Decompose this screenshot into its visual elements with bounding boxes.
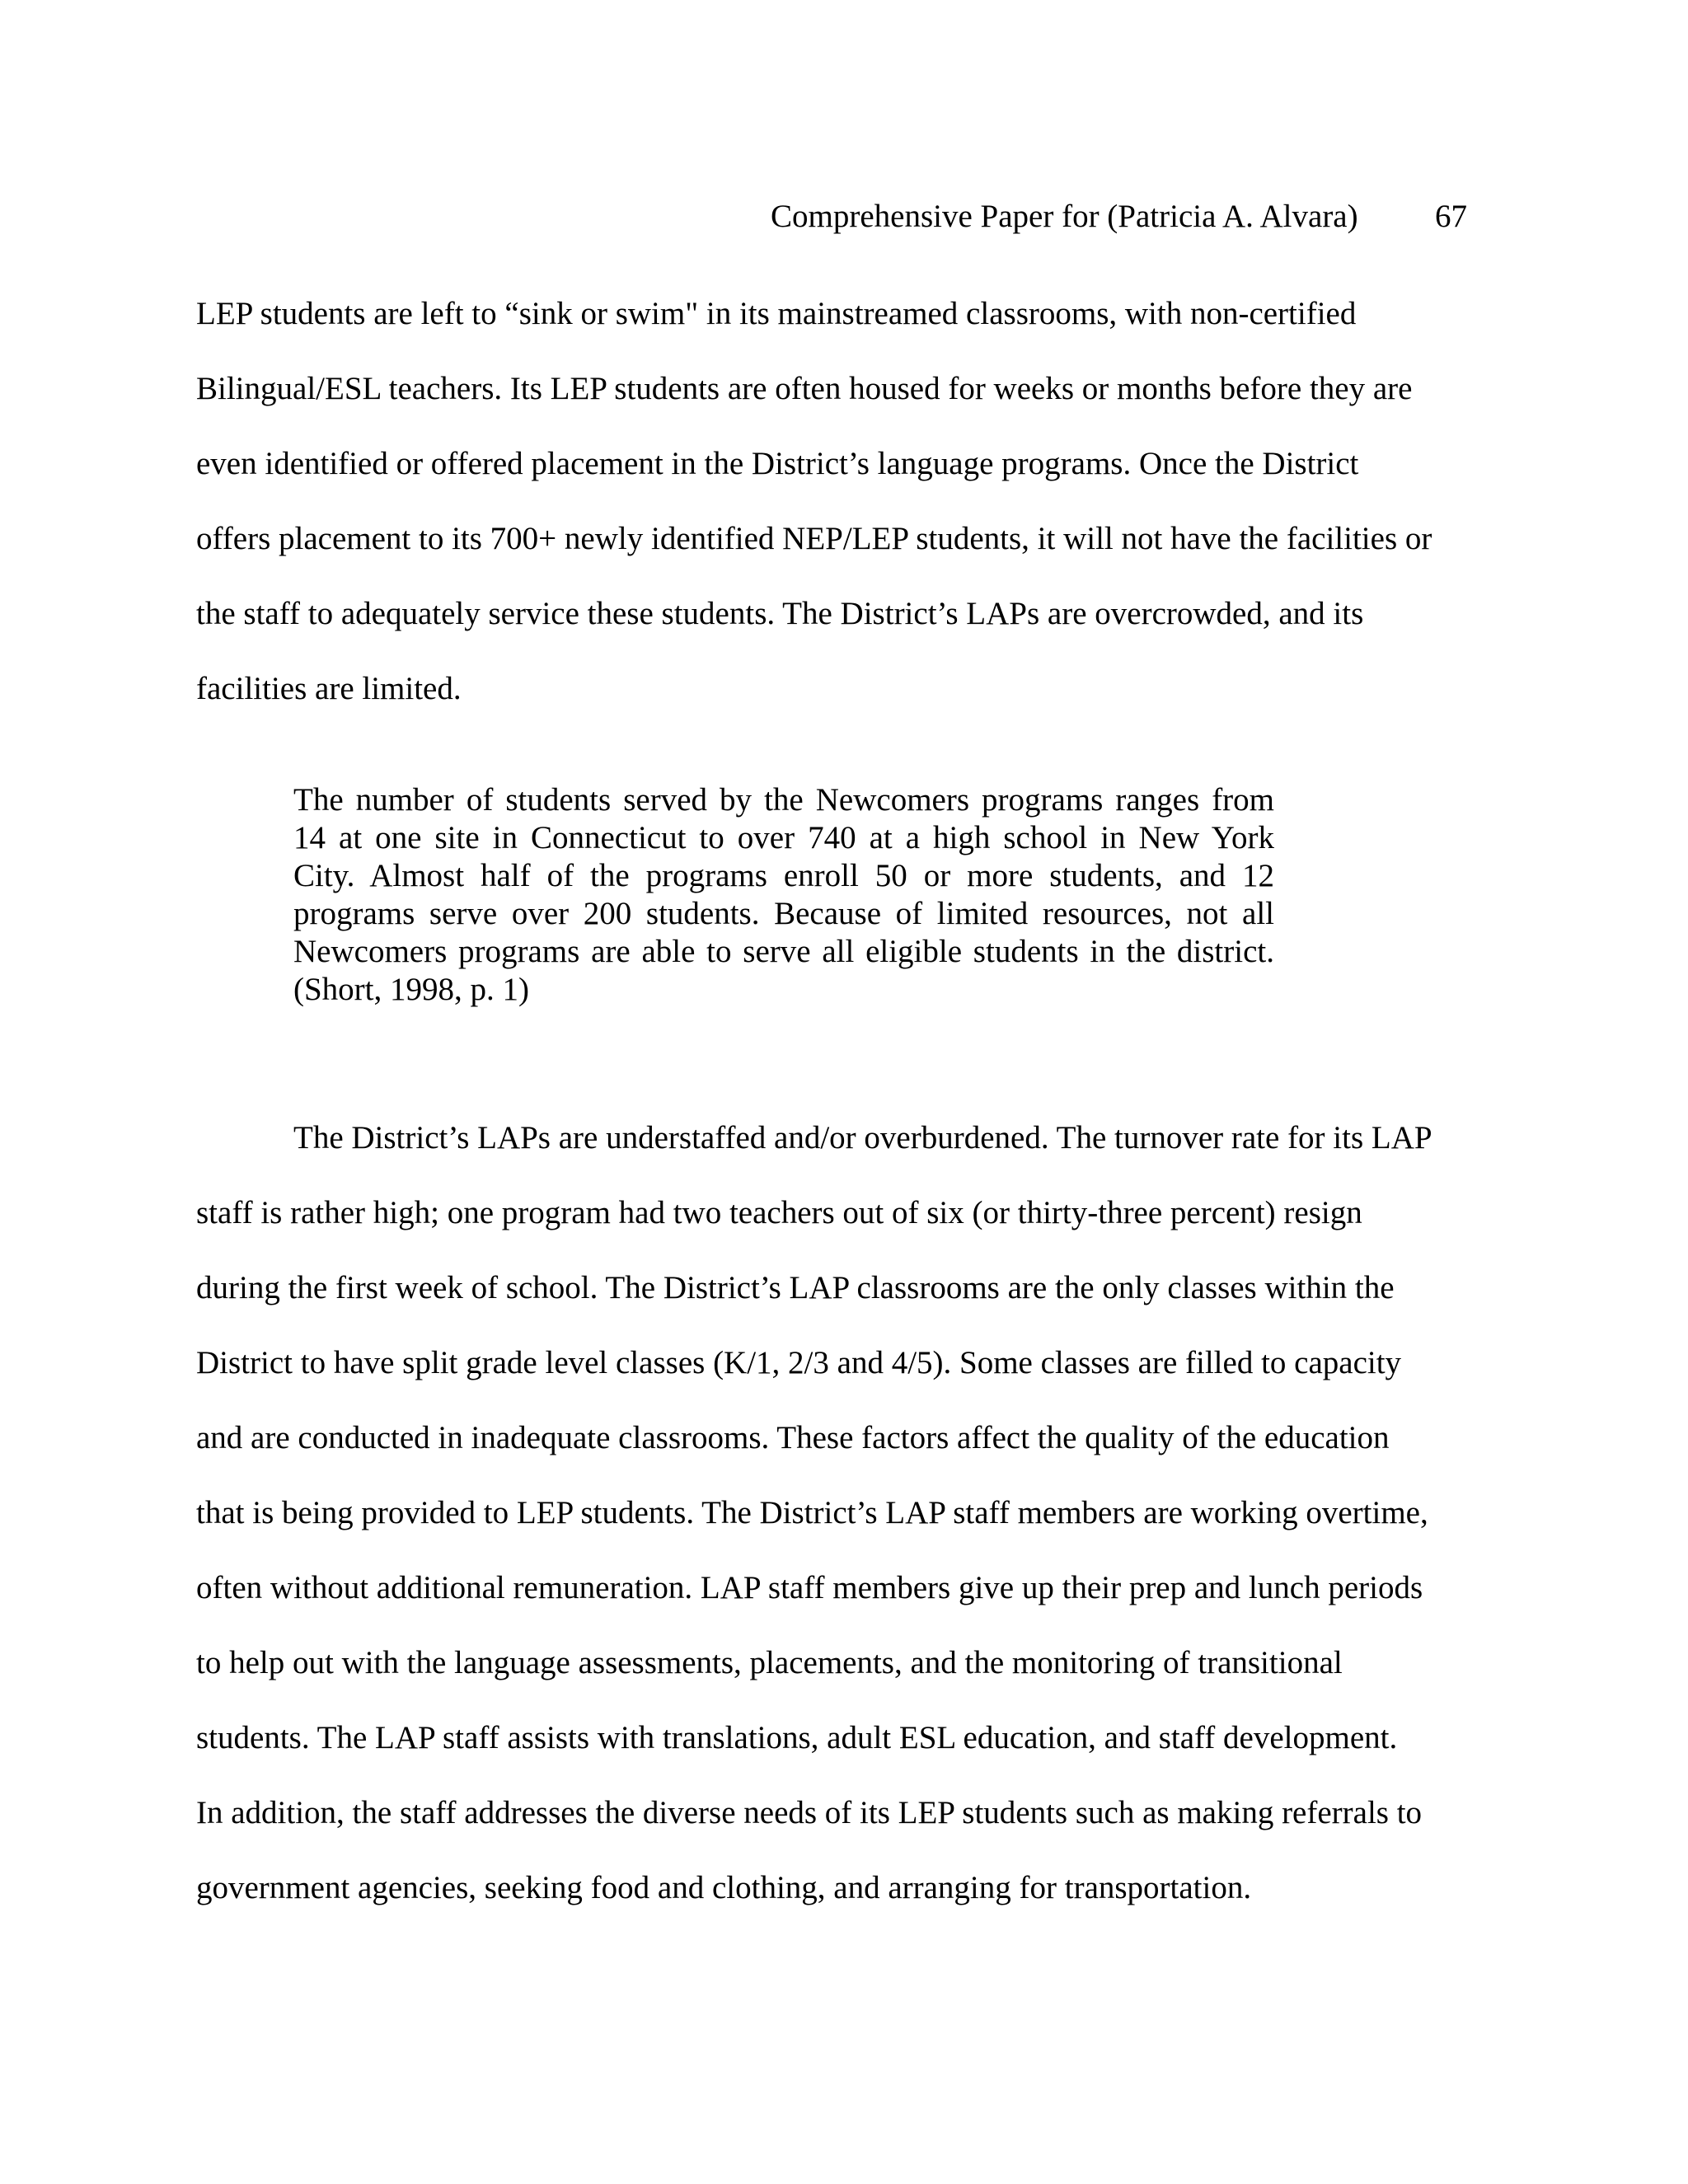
block-quote-line: 14 at one site in Connecticut to over 740 at a high school in New York (293, 820, 1274, 855)
paragraph-2-line: In addition, the staff addresses the diverse needs of its LEP students such as making referrals to (196, 1795, 1423, 1830)
paragraph-1-line: LEP students are left to “sink or swim" in its mainstreamed classrooms, with non-certified (196, 296, 1357, 331)
paragraph-1-line: the staff to adequately service these students. The District’s LAPs are overcrowded, and its (196, 596, 1364, 631)
paragraph-1-line: offers placement to its 700+ newly identified NEP/LEP students, it will not have the facilities or (196, 521, 1432, 556)
paragraph-2-line: often without additional remuneration. LAP staff members give up their prep and lunch periods (196, 1570, 1423, 1605)
paragraph-1-line: facilities are limited. (196, 671, 462, 706)
paragraph-1-line: Bilingual/ESL teachers. Its LEP students are often housed for weeks or months before they are (196, 371, 1413, 406)
paragraph-2-line: students. The LAP staff assists with translations, adult ESL education, and staff development. (196, 1720, 1398, 1755)
paragraph-2-line: and are conducted in inadequate classrooms. These factors affect the quality of the education (196, 1420, 1390, 1455)
running-head-title: Comprehensive Paper for (Patricia A. Alvara) (771, 199, 1358, 234)
paragraph-2-line: to help out with the language assessments, placements, and the monitoring of transitional (196, 1645, 1343, 1680)
paragraph-2-line: that is being provided to LEP students. The District’s LAP staff members are working overtime, (196, 1495, 1428, 1530)
block-quote-line: City. Almost half of the programs enroll 50 or more students, and 12 (293, 858, 1274, 893)
block-quote (293, 781, 1274, 1009)
block-quote-line: Newcomers programs are able to serve all eligible students in the district. (293, 934, 1274, 969)
paragraph-2-line: The District’s LAPs are understaffed and/or overburdened. The turnover rate for its LAP (293, 1120, 1432, 1155)
paragraph-2-line: District to have split grade level classes (K/1, 2/3 and 4/5). Some classes are filled to capacity (196, 1345, 1402, 1380)
block-quote-citation: (Short, 1998, p. 1) (293, 972, 529, 1007)
paragraph-2-line: during the first week of school. The District’s LAP classrooms are the only classes within the (196, 1270, 1395, 1305)
block-quote-line: programs serve over 200 students. Because of limited resources, not all (293, 896, 1274, 931)
paragraph-2-line: government agencies, seeking food and clothing, and arranging for transportation. (196, 1870, 1252, 1905)
paragraph-2-line: staff is rather high; one program had two teachers out of six (or thirty-three percent) resign (196, 1195, 1362, 1230)
page-number: 67 (1435, 199, 1467, 234)
paragraph-1-line: even identified or offered placement in the District’s language programs. Once the District (196, 446, 1359, 481)
block-quote-line: The number of students served by the Newcomers programs ranges from (293, 782, 1274, 818)
